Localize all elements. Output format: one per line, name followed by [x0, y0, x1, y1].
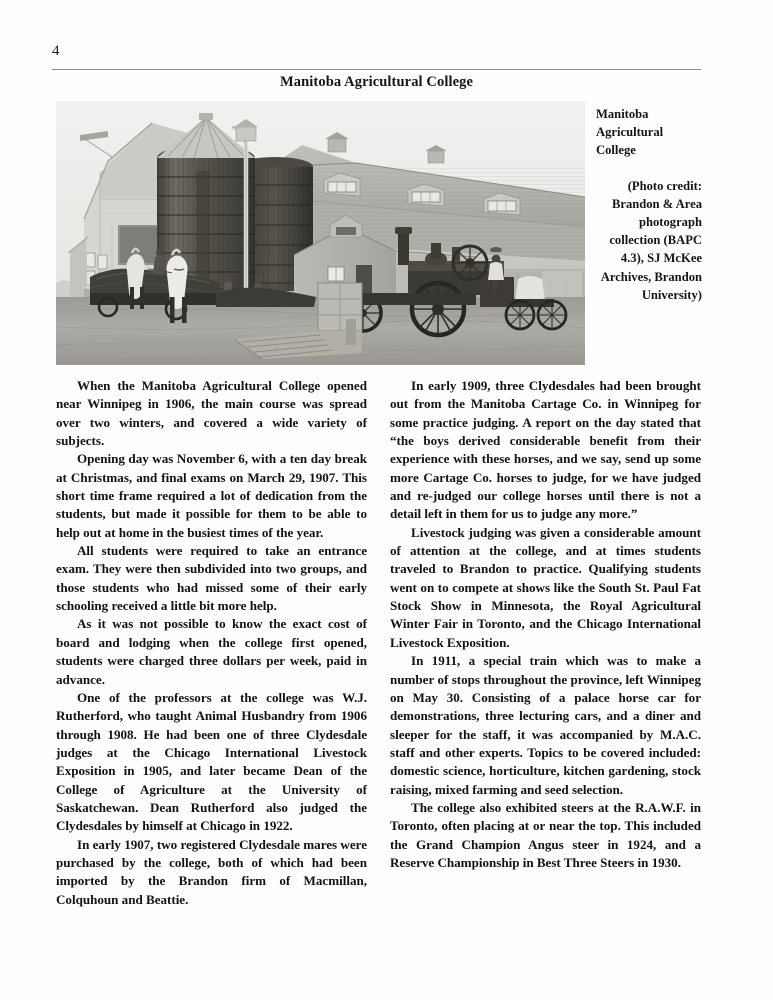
figure-caption — [596, 105, 702, 304]
running-head: Manitoba Agricultural College — [280, 74, 473, 90]
body-paragraph: Livestock judging was given a considerable amount of attention at the college, and at times students traveled to Brandon to practice. Qualifying students went on to compete at shows like the South St. Paul Fat Stock Show in Minnesota, the Royal Agricultural Winter Fair in Toronto, and the Chicago International Livestock Exposition. — [390, 524, 701, 650]
body-paragraph: In 1911, a special train which was to make a number of stops throughout the province, left Winnipeg on May 30. Consisting of a palace horse car for demonstrations, three lecturing cars, and a diner and sleeper for the staff, it was accompanied by M.A.C. staff and other experts. Topics to be covered included: domestic science, horticulture, kitchen gardening, stock raising, mixed farming and seed selection. — [390, 653, 701, 797]
body-paragraph: As it was not possible to know the exact cost of board and lodging when the college first opened, students were charged three dollars per week, paid in advance. — [56, 616, 367, 687]
body-paragraph: Opening day was November 6, with a ten day break at Christmas, and final exams on March 29, 1907. This short time frame required a lot of dedication from the students, but made it possible for them to be able to help out at home in the busiest times of the year. — [56, 451, 367, 540]
body-column-right — [390, 377, 701, 872]
historical-photograph — [56, 101, 585, 365]
figure-caption-credit: (Photo credit: Brandon & Area photograph collection (BAPC 4.3), SJ McKee Archives, Brandon University) — [600, 178, 702, 302]
photograph-illustration — [56, 101, 585, 365]
body-paragraph: One of the professors at the college was W.J. Rutherford, who taught Animal Husbandry from 1906 through 1908. He had been one of three Clydesdale judges at the Chicago International Livestock Exposition in 1905, and later became Dean of the College of Agriculture at the University of Saskatchewan. Dean Rutherford also judged the Clydesdales by himself at Chicago in 1922. — [56, 689, 367, 834]
body-paragraph: In early 1909, three Clydesdales had been brought out from the Manitoba Cartage Co. in Winnipeg for some practice judging. A report on the day stated that “the boys derived considerable benefit from their experience with these horses, and we say, send up some more Cartage Co. horses to judge, for we have judged and re-judged our college horses until there is not a detail left in them for us to judge any more.” — [390, 378, 701, 522]
body-paragraph: In early 1907, two registered Clydesdale mares were purchased by the college, both of which had been imported by the Brandon firm of Macmillan, Colquhoun and Beattie. — [56, 836, 367, 907]
page-number: 4 — [52, 43, 60, 59]
body-column-left — [56, 377, 367, 909]
figure-caption-title: Manitoba Agricultural College — [596, 107, 664, 158]
body-paragraph: When the Manitoba Agricultural College opened near Winnipeg in 1906, the main course was spread over two winters, and covered a wide variety of subjects. — [56, 378, 367, 449]
header-rule-divider — [52, 69, 701, 70]
body-paragraph: All students were required to take an entrance exam. They were then subdivided into two groups, and those students who had missed some of their early schooling received a little bit more help. — [56, 543, 367, 614]
body-paragraph: The college also exhibited steers at the R.A.W.F. in Toronto, often placing at or near the top. This included the Grand Champion Angus steer in 1924, and a Reserve Championship in Best Three Steers in 1930. — [390, 799, 701, 870]
